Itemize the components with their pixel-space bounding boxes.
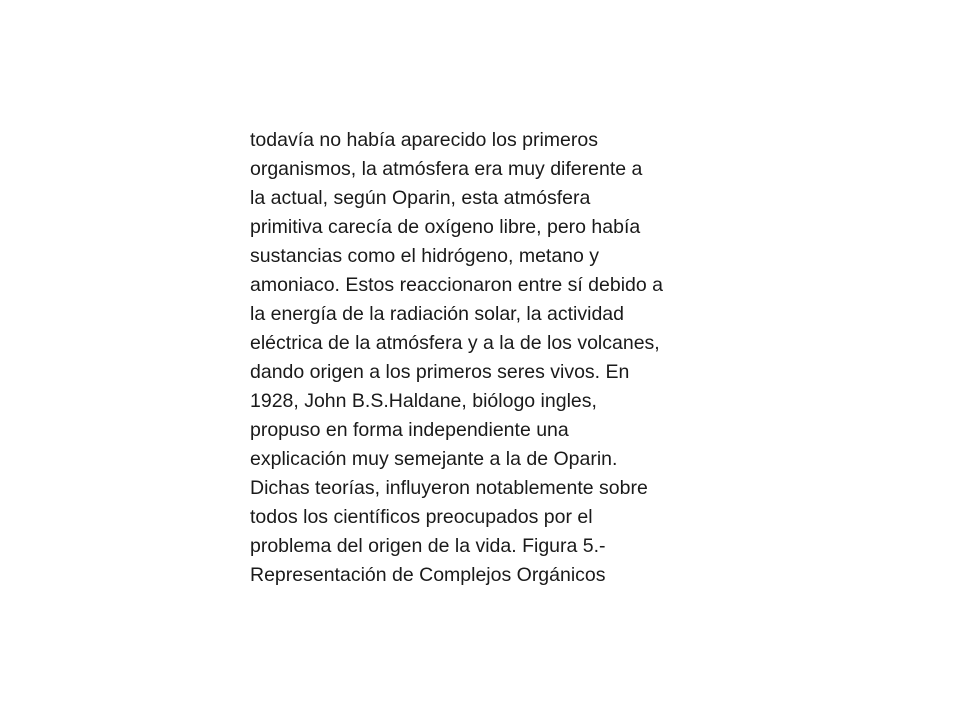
text-line: amoniaco. Estos reaccionaron entre sí debido a: [250, 274, 663, 296]
text-line: sustancias como el hidrógeno, metano y: [250, 245, 600, 267]
text-line: dando origen a los primeros seres vivos. En: [250, 361, 630, 383]
text-line: organismos, la atmósfera era muy diferente a: [250, 158, 643, 180]
text-line: Dichas teorías, influyeron notablemente sobre: [250, 477, 648, 499]
text-line: problema del origen de la vida. Figura 5.-: [250, 535, 606, 557]
body-text: [250, 126, 720, 590]
text-line: propuso en forma independiente una: [250, 419, 569, 441]
text-line: todavía no había aparecido los primeros: [250, 129, 598, 151]
text-line: explicación muy semejante a la de Oparin.: [250, 448, 618, 470]
text-line: la actual, según Oparin, esta atmósfera: [250, 187, 591, 209]
text-line: primitiva carecía de oxígeno libre, pero había: [250, 216, 641, 238]
text-line: 1928, John B.S.Haldane, biólogo ingles,: [250, 390, 597, 412]
text-line: la energía de la radiación solar, la actividad: [250, 303, 624, 325]
text-line: todos los científicos preocupados por el: [250, 506, 593, 528]
text-line: Representación de Complejos Orgánicos: [250, 564, 606, 586]
text-line: eléctrica de la atmósfera y a la de los volcanes,: [250, 332, 660, 354]
